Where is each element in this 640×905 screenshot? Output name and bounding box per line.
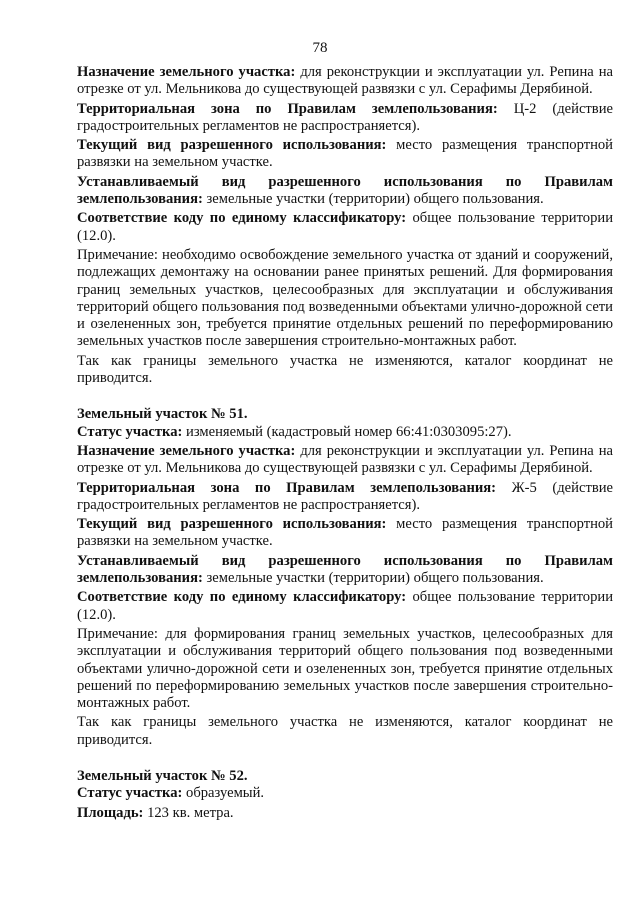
classifier-paragraph <box>77 210 613 245</box>
classifier-paragraph <box>77 589 613 624</box>
plot-51-title: Земельный участок № 51. <box>77 406 248 423</box>
established-use-text: земельные участки (территории) общего пользования. <box>202 191 544 208</box>
established-use-text: земельные участки (территории) общего пользования. <box>202 570 544 587</box>
purpose-paragraph <box>77 64 613 99</box>
classifier-label: Соответствие коду по единому классификатору: <box>77 210 407 227</box>
closing-paragraph: Так как границы земельного участка не изменяются, каталог координат не приводится. <box>77 714 613 748</box>
status-paragraph <box>77 424 613 441</box>
zone-label: Территориальная зона по Правилам землепользования: <box>77 479 497 496</box>
document-body <box>77 64 613 824</box>
closing-paragraph: Так как границы земельного участка не изменяются, каталог координат не приводится. <box>77 352 613 387</box>
area-paragraph <box>77 805 613 822</box>
zone-text: Ц-2 (действие градостроительных регламентов не распространяется). <box>77 100 613 134</box>
classifier-label: Соответствие коду по единому классификатору: <box>77 589 407 606</box>
established-use-paragraph <box>77 174 613 209</box>
status-label: Статус участка: <box>77 785 183 802</box>
plot-52-title: Земельный участок № 52. <box>77 767 248 784</box>
section-spacer <box>77 751 613 768</box>
established-use-label: Устанавливаемый вид разрешенного использования по Правилам землепользования: <box>77 552 613 587</box>
current-use-label: Текущий вид разрешенного использования: <box>77 137 387 154</box>
section-spacer <box>77 389 613 406</box>
note-paragraph: Примечание: для формирования границ земельных участков, целесообразных для эксплуатации и обслуживания территорий общего пользования под возведенными объектами улично-дорожной сети и озелененных зон, требуется принятие отдельных решений по переформированию земельных участков после завершения строительно-монтажных работ. <box>77 625 613 712</box>
classifier-text: общее пользование территории (12.0). <box>77 589 613 623</box>
status-paragraph <box>77 785 613 802</box>
purpose-label: Назначение земельного участка: <box>77 442 296 459</box>
zone-paragraph <box>77 480 613 515</box>
page-number: 78 <box>312 40 328 56</box>
classifier-text: общее пользование территории (12.0). <box>77 210 613 244</box>
zone-text: Ж-5 (действие градостроительных регламентов не распространяется). <box>77 479 613 513</box>
current-use-text: место размещения транспортной развязки на земельном участке. <box>77 516 613 550</box>
area-label: Площадь: <box>77 804 144 821</box>
current-use-text: место размещения транспортной развязки на земельном участке. <box>77 137 613 171</box>
current-use-label: Текущий вид разрешенного использования: <box>77 516 387 533</box>
zone-paragraph <box>77 101 613 136</box>
purpose-text: для реконструкции и эксплуатации ул. Репина на отрезке от ул. Мельникова до существующей развязки с ул. Серафимы Дерябиной. <box>77 64 613 98</box>
established-use-label: Устанавливаемый вид разрешенного использования по Правилам землепользования: <box>77 173 613 208</box>
purpose-text: для реконструкции и эксплуатации ул. Репина на отрезке от ул. Мельникова до существующей развязки с ул. Серафимы Дерябиной. <box>77 442 613 477</box>
purpose-label: Назначение земельного участка: <box>77 64 296 80</box>
plot-section-52 <box>77 768 613 822</box>
plot-section-previous <box>77 64 613 387</box>
note-paragraph: Примечание: необходимо освобождение земельного участка от зданий и сооружений, подлежащих демонтажу на основании ранее принятых решений. Для формирования границ земельных участков, целесообразных для эксплуатации и обслуживания территорий общего пользования под возведенными объектами улично-дорожной сети и озелененных зон, требуется принятие отдельных решений по переформированию земельных участков после завершения строительно-монтажных работ. <box>77 246 613 350</box>
status-text: изменяемый (кадастровый номер 66:41:0303095:27). <box>182 423 512 440</box>
zone-label: Территориальная зона по Правилам землепользования: <box>77 100 498 117</box>
area-text: 123 кв. метра. <box>143 804 234 821</box>
current-use-paragraph <box>77 516 613 551</box>
status-text: образуемый. <box>182 785 265 802</box>
current-use-paragraph <box>77 137 613 172</box>
purpose-paragraph <box>77 443 613 478</box>
status-label: Статус участка: <box>77 423 183 440</box>
established-use-paragraph <box>77 553 613 588</box>
plot-section-51 <box>77 406 613 749</box>
